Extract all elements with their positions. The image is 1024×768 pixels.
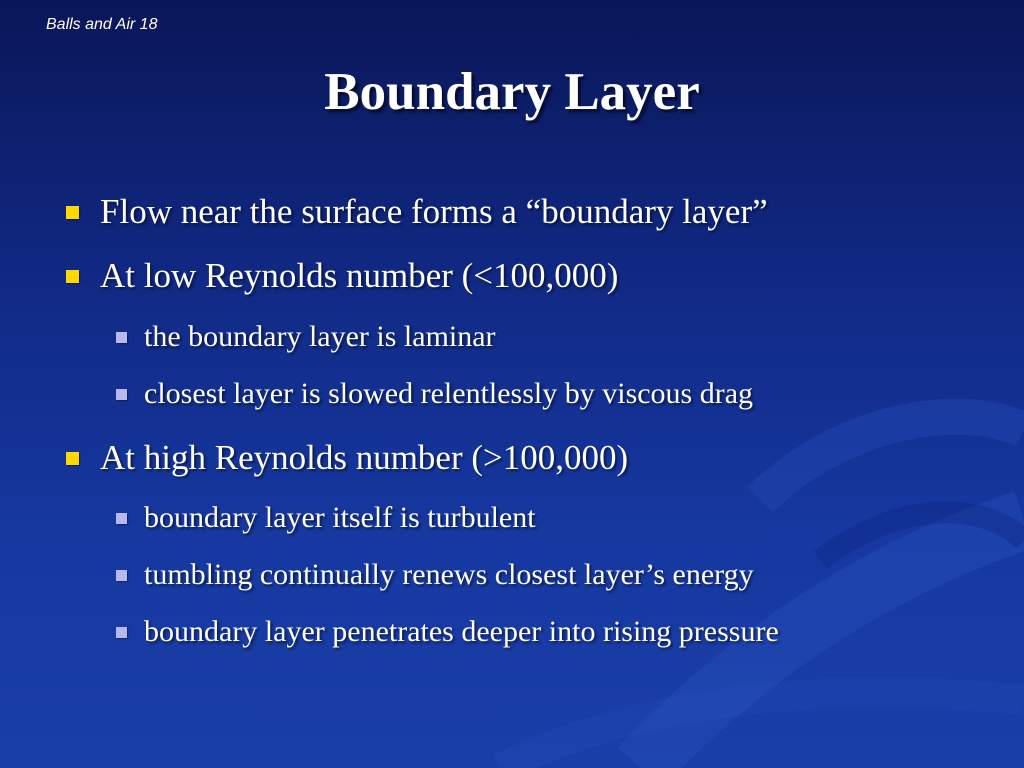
square-bullet-icon: [116, 627, 127, 638]
square-bullet-icon: [116, 570, 127, 581]
slide-title: Boundary Layer: [324, 63, 700, 121]
sub-bullet-item: [116, 501, 536, 535]
sub-bullet-text: boundary layer itself is turbulent: [144, 501, 536, 534]
sub-bullet-item: [116, 377, 753, 411]
square-bullet-icon: [116, 389, 127, 400]
header-label: Balls and Air 18: [46, 16, 158, 33]
bullet-text: Flow near the surface forms a “boundary layer”: [100, 192, 768, 231]
sub-bullet-text: closest layer is slowed relentlessly by viscous drag: [144, 377, 754, 410]
square-bullet-icon: [116, 513, 127, 524]
sub-bullet-item: [116, 320, 496, 354]
sub-bullet-text: the boundary layer is laminar: [144, 320, 496, 353]
bullet-item: [66, 256, 618, 296]
bullet-text: At low Reynolds number (<100,000): [100, 256, 619, 295]
square-bullet-icon: [116, 332, 127, 343]
bullet-item: [66, 438, 628, 478]
bullet-text: At high Reynolds number (>100,000): [100, 438, 629, 477]
sub-bullet-text: tumbling continually renews closest layer’s energy: [144, 558, 754, 591]
sub-bullet-item: [116, 558, 754, 592]
bullet-item: [66, 192, 768, 232]
sub-bullet-text: boundary layer penetrates deeper into rising pressure: [144, 615, 779, 648]
sub-bullet-item: [116, 615, 779, 649]
square-bullet-icon: [66, 452, 79, 465]
square-bullet-icon: [66, 270, 79, 283]
square-bullet-icon: [66, 206, 79, 219]
